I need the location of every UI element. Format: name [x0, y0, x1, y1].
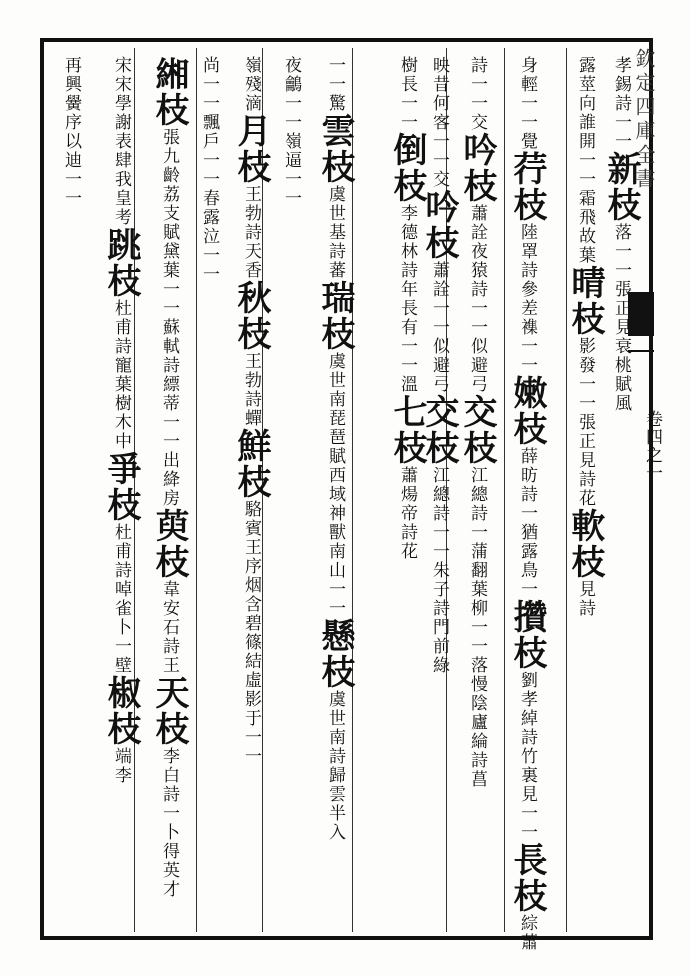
text-column-12: 宋宋學謝表肆我皇考跳枝杜甫詩寵葉樹木中爭枝杜甫詩啅雀卜一壁椒枝端李 — [101, 56, 141, 785]
text-column-11: 緗枝張九齡荔支賦黛葉一一蘇軾詩縹蒂一一出絳房萸枝韋安石詩王天枝李白詩一卜得英才 — [149, 56, 189, 899]
headword: 軟枝 — [565, 508, 605, 580]
headword: 椒枝 — [101, 675, 141, 747]
headword: 七枝 — [387, 394, 427, 466]
headword: 萸枝 — [149, 508, 189, 580]
margin-book-title: 欽定四庫全書 — [632, 48, 656, 192]
text-column-1: 孝錫詩一一新枝落一一張正見衰桃賦風 — [601, 56, 641, 413]
text-column-9: 嶺殘滴月枝王勃詩天香秋枝王勃詩蟬鮮枝駱賓王序烟含碧篠結虛影于一一 — [231, 56, 271, 766]
headword: 攢枝 — [507, 599, 547, 671]
headword: 荇枝 — [507, 151, 547, 223]
headword: 天枝 — [149, 675, 189, 747]
headword: 晴枝 — [565, 265, 605, 337]
headword: 吟枝 — [457, 132, 497, 204]
headword: 交枝 — [457, 394, 497, 466]
text-column-4: 詩一一交吟枝蕭詮夜猿詩一一似避弓交枝江總詩一蒲翻葉柳一一落慢陰廬綸詩菖 — [457, 56, 497, 789]
headword: 雲枝 — [315, 113, 355, 185]
headword: 瑞枝 — [315, 280, 355, 352]
text-column-10: 尚一一飄戶一一春露泣一一 — [199, 56, 219, 284]
headword: 鮮枝 — [231, 428, 271, 500]
volume-label: 卷四之一 — [642, 410, 662, 482]
headword: 交枝 — [419, 394, 459, 466]
headword: 緗枝 — [149, 56, 189, 128]
headword: 新枝 — [601, 151, 641, 223]
headword: 嫩枝 — [507, 375, 547, 447]
text-column-13: 再興黌序以迪一一 — [61, 56, 81, 208]
headword: 爭枝 — [101, 451, 141, 523]
text-column-5: 映昔何客一一交吟枝蕭詮一一似避弓交枝江總詩一一朱子詩門前綠 — [419, 56, 459, 675]
headword: 長枝 — [507, 842, 547, 914]
headword: 吟枝 — [419, 189, 459, 261]
headword: 懸枝 — [315, 618, 355, 690]
column-divider — [566, 48, 567, 932]
text-column-7: 一一驚雲枝虞世基詩蕃瑞枝虞世南琵琶賦西域神獸南山一一懸枝虞世南詩歸雲半入 — [315, 56, 355, 842]
headword: 跳枝 — [101, 227, 141, 299]
headword: 倒枝 — [387, 132, 427, 204]
text-column-2: 露莖向誰開一一霜飛故葉晴枝影發一一張正見詩花軟枝見詩 — [565, 56, 605, 618]
headword: 月枝 — [231, 113, 271, 185]
text-column-8: 夜鸙一一嶺逼一一 — [281, 56, 301, 208]
column-divider — [196, 48, 197, 932]
headword: 秋枝 — [231, 280, 271, 352]
column-divider — [504, 48, 505, 932]
text-column-6: 樹長一一倒枝李德林詩年長有一一溫七枝蕭煬帝詩花 — [387, 56, 427, 561]
text-column-3: 身輕一一覺荇枝陸罩詩參差襍一一嫩枝薛昉詩一猶露鳥一攢枝劉孝綽詩竹裏見一一長枝綜蕭 — [507, 56, 547, 952]
